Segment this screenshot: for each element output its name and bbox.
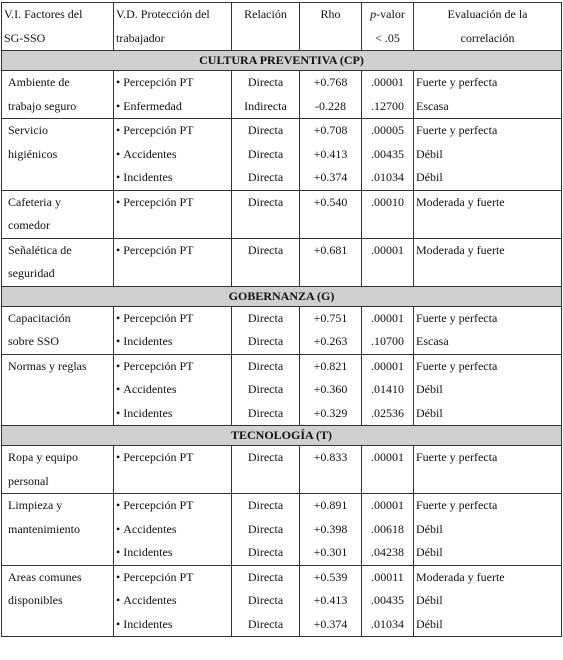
factor-cell [2,71,114,119]
factor-cell [2,190,114,238]
section-title: CULTURA PREVENTIVA (CP) [2,51,562,71]
rho-value: +0.301 [313,545,348,559]
spacer-line [364,262,411,286]
rho-value: -0.228 [315,98,346,113]
evaluation-cell [414,71,562,119]
header-pvalue-italic: p [370,7,377,21]
protection-value: • Incidentes [116,613,229,637]
relation-cell [232,71,300,119]
pvalue-value: .00001 [371,358,404,373]
evaluation-value: Moderada y fuerte [416,194,505,209]
rho-value: +0.374 [313,616,348,631]
header-factor [2,3,114,51]
protection-value: • Percepción PT [116,446,229,470]
protection-cell [114,446,232,494]
factor-line: seguridad [8,266,55,280]
rho-value: +0.891 [313,498,348,512]
evaluation-value: Fuerte y perfecta [416,123,498,137]
rho-value: +0.681 [313,242,348,257]
protection-value: • Percepción PT [116,307,229,331]
spacer-line [234,214,297,238]
evaluation-value: Fuerte y perfecta [416,498,498,512]
header-factor-line-2: SG-SSO [4,30,46,45]
rho-value: +0.768 [313,75,348,89]
evaluation-value: Débil [416,405,443,420]
factor-line: Ropa y equipo [8,450,78,464]
pvalue-value: .00010 [371,194,404,209]
spacer-line [234,262,297,286]
spacer-line [416,470,559,494]
protection-cell [114,306,232,354]
table-row [2,119,562,191]
header-pvalue-line-2: < .05 [375,30,400,45]
factor-line: Areas comunes [8,569,82,584]
rho-value: +0.539 [313,569,348,584]
spacer-line [364,214,411,238]
pvalue-value: .02536 [371,405,404,420]
factor-line: Limpieza y [8,498,63,512]
header-protection [114,3,232,51]
relation-value: Directa [247,310,284,325]
rho-cell [300,306,362,354]
relation-value: Directa [247,123,284,137]
protection-cell [114,190,232,238]
rho-value: +0.413 [313,146,348,161]
evaluation-value: Fuerte y perfecta [416,450,498,464]
rho-value: +0.360 [313,382,348,396]
evaluation-cell [414,565,562,637]
evaluation-value: Débil [416,521,443,536]
header-pvalue-rest: -valor [376,7,405,21]
factor-cell [2,494,114,566]
rho-value: +0.398 [313,521,348,536]
pvalue-value: .12700 [371,98,404,113]
relation-value: Directa [247,75,284,89]
rho-cell [300,190,362,238]
protection-value: • Percepción PT [116,355,229,379]
factor-line: trabajo seguro [8,98,77,113]
table-row [2,565,562,637]
evaluation-value: Moderada y fuerte [416,242,505,257]
relation-value: Directa [247,334,284,348]
spacer-line [234,470,297,494]
rho-value: +0.263 [313,334,348,348]
protection-value: • Percepción PT [116,119,229,143]
pvalue-cell [362,354,414,426]
protection-value: • Accidentes [116,518,229,542]
table-row [2,71,562,119]
header-protection-line-1: V.D. Protección del [116,7,210,21]
spacer-line [302,262,359,286]
relation-cell [232,119,300,191]
pvalue-value: .00435 [371,146,404,161]
relation-value: Directa [247,450,284,464]
evaluation-cell [414,494,562,566]
rho-value: +0.821 [313,358,348,373]
pvalue-cell [362,494,414,566]
relation-cell [232,306,300,354]
correlation-table [1,2,562,637]
pvalue-value: .00435 [371,593,404,607]
rho-cell [300,71,362,119]
section-title: GOBERNANZA (G) [2,286,562,306]
evaluation-cell [414,119,562,191]
table-row [2,354,562,426]
rho-value: +0.708 [313,123,348,137]
relation-value: Directa [247,358,284,373]
factor-cell [2,238,114,286]
protection-value: • Enfermedad [116,95,229,119]
protection-value: • Accidentes [116,589,229,613]
header-evaluation-line-2: correlación [460,30,515,45]
rho-value: +0.540 [313,194,348,209]
protection-cell [114,238,232,286]
evaluation-value: Débil [416,170,443,184]
relation-value: Indirecta [244,98,287,113]
spacer-line [416,214,559,238]
pvalue-value: .00005 [371,123,404,137]
evaluation-cell [414,238,562,286]
protection-value: • Accidentes [116,143,229,167]
section-row [2,51,562,71]
header-protection-line-2: trabajador [116,30,165,45]
spacer-line [116,262,229,286]
spacer-line [416,262,559,286]
rho-cell [300,354,362,426]
rho-value: +0.374 [313,170,348,184]
evaluation-value: Fuerte y perfecta [416,75,498,89]
section-title: TECNOLOGÍA (T) [2,426,562,446]
section-row [2,426,562,446]
evaluation-cell [414,190,562,238]
protection-value: • Percepción PT [116,566,229,590]
protection-cell [114,565,232,637]
rho-cell [300,119,362,191]
spacer-line [302,470,359,494]
protection-value: • Incidentes [116,402,229,426]
pvalue-value: .01034 [371,170,404,184]
rho-cell [300,238,362,286]
pvalue-cell [362,565,414,637]
relation-value: Directa [247,498,284,512]
factor-line: personal [8,473,49,488]
relation-value: Directa [247,194,284,209]
protection-cell [114,71,232,119]
evaluation-value: Fuerte y perfecta [416,310,498,325]
header-row [2,3,562,51]
relation-cell [232,446,300,494]
factor-line: Normas y reglas [8,358,87,373]
relation-value: Directa [247,146,284,161]
factor-cell [2,306,114,354]
protection-cell [114,494,232,566]
factor-cell [2,565,114,637]
evaluation-value: Fuerte y perfecta [416,358,498,373]
pvalue-value: .01410 [371,382,404,396]
protection-value: • Accidentes [116,378,229,402]
rho-cell [300,446,362,494]
table-row [2,190,562,238]
factor-line: Cafeteria y [8,194,61,209]
relation-value: Directa [247,593,284,607]
evaluation-value: Moderada y fuerte [416,569,505,584]
relation-value: Directa [247,616,284,631]
factor-line: Capacitación [8,310,71,325]
rho-value: +0.329 [313,405,348,420]
relation-cell [232,565,300,637]
relation-value: Directa [247,242,284,257]
header-pvalue [362,3,414,51]
factor-line: disponibles [8,593,63,607]
factor-cell [2,354,114,426]
pvalue-cell [362,71,414,119]
pvalue-value: .00001 [371,450,404,464]
header-relation: Relación [232,3,300,51]
pvalue-cell [362,306,414,354]
evaluation-value: Débil [416,545,443,559]
pvalue-value: .00618 [371,521,404,536]
header-rho: Rho [300,3,362,51]
relation-value: Directa [247,569,284,584]
pvalue-value: .10700 [371,334,404,348]
pvalue-cell [362,119,414,191]
evaluation-cell [414,306,562,354]
protection-value: • Incidentes [116,330,229,354]
protection-value: • Incidentes [116,541,229,565]
evaluation-value: Débil [416,146,443,161]
relation-value: Directa [247,170,284,184]
factor-line: comedor [8,218,50,232]
table-body [2,51,562,637]
header-factor-line-1: V.I. Factores del [4,7,83,21]
pvalue-value: .00001 [371,498,404,512]
factor-line: sobre SSO [8,334,60,348]
factor-line: Ambiente de [8,75,70,89]
protection-value: • Percepción PT [116,494,229,518]
protection-cell [114,119,232,191]
relation-value: Directa [247,382,284,396]
table-row [2,238,562,286]
evaluation-value: Escasa [416,334,449,348]
relation-cell [232,494,300,566]
factor-cell [2,119,114,191]
rho-cell [300,565,362,637]
protection-value: • Percepción PT [116,191,229,215]
evaluation-cell [414,446,562,494]
header-pvalue-line-1 [364,3,411,27]
protection-value: • Incidentes [116,166,229,190]
factor-line: Servicio [8,123,48,137]
pvalue-value: .00011 [371,569,404,584]
rho-value: +0.833 [313,450,348,464]
relation-value: Directa [247,521,284,536]
table-header [2,3,562,51]
spacer-line [116,214,229,238]
header-evaluation [414,3,562,51]
protection-value: • Percepción PT [116,239,229,263]
pvalue-cell [362,190,414,238]
pvalue-cell [362,238,414,286]
relation-cell [232,354,300,426]
relation-cell [232,190,300,238]
evaluation-value: Débil [416,616,443,631]
rho-value: +0.751 [313,310,348,325]
pvalue-value: .00001 [371,242,404,257]
spacer-line [364,470,411,494]
factor-line: Señalética de [8,242,72,257]
factor-line: mantenimiento [8,521,80,536]
evaluation-value: Débil [416,593,443,607]
evaluation-cell [414,354,562,426]
pvalue-value: .04238 [371,545,404,559]
factor-cell [2,446,114,494]
factor-line: higiénicos [8,146,58,161]
protection-value: • Percepción PT [116,71,229,95]
table-row [2,446,562,494]
section-row [2,286,562,306]
table-row [2,494,562,566]
table-row [2,306,562,354]
header-evaluation-line-1: Evaluación de la [447,7,528,21]
protection-cell [114,354,232,426]
pvalue-value: .00001 [371,75,404,89]
pvalue-value: .00001 [371,310,404,325]
pvalue-value: .01034 [371,616,404,631]
relation-value: Directa [247,545,284,559]
pvalue-cell [362,446,414,494]
relation-cell [232,238,300,286]
rho-value: +0.413 [313,593,348,607]
evaluation-value: Débil [416,382,443,396]
rho-cell [300,494,362,566]
evaluation-value: Escasa [416,98,449,113]
spacer-line [302,214,359,238]
spacer-line [116,470,229,494]
relation-value: Directa [247,405,284,420]
